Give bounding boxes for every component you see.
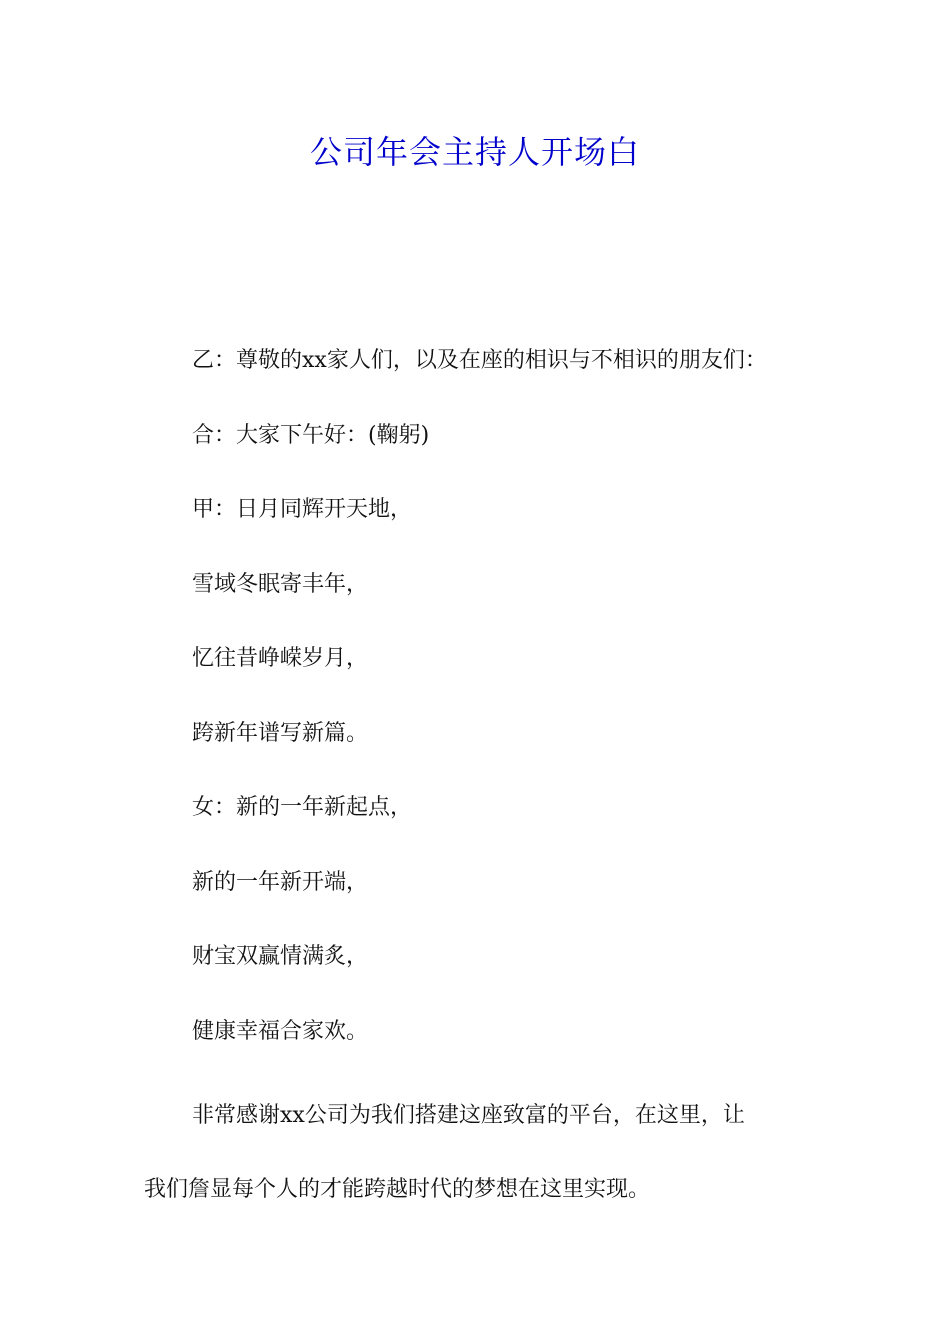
closing-paragraph	[144, 1093, 814, 1213]
document-title: 公司年会主持人开场白	[309, 133, 640, 171]
speech-line: 女：新的一年新起点，	[192, 795, 413, 820]
speech-line: 财宝双赢情满炙，	[192, 944, 369, 969]
document-body	[144, 338, 814, 1213]
closing-paragraph-line-1: 非常感谢xx公司为我们搭建这座致富的平台，在这里，让	[192, 1103, 745, 1128]
speech-line: 甲：日月同辉开天地，	[192, 497, 413, 522]
speech-line: 乙：尊敬的xx家人们，以及在座的相识与不相识的朋友们：	[192, 348, 767, 373]
speech-line: 跨新年谱写新篇。	[192, 720, 369, 746]
speech-line: 忆往昔峥嵘岁月，	[192, 646, 369, 671]
speech-line: 新的一年新开端，	[192, 869, 369, 895]
speech-line: 合：大家下午好：(鞠躬)	[192, 422, 430, 448]
closing-paragraph-line-2: 我们詹显每个人的才能跨越时代的梦想在这里实现。	[144, 1177, 651, 1202]
speech-line: 健康幸福合家欢。	[192, 1018, 369, 1044]
speech-line: 雪域冬眠寄丰年，	[192, 571, 369, 597]
